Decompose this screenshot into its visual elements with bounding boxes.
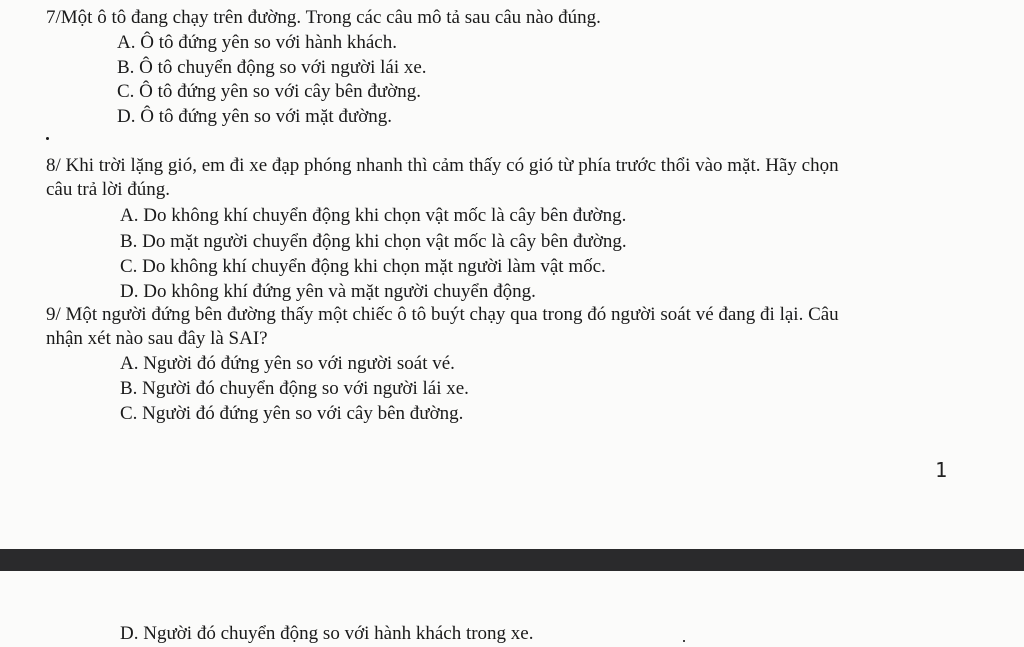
question-7-option-a: A. Ô tô đứng yên so với hành khách. bbox=[117, 32, 397, 53]
question-9-option-d: D. Người đó chuyển động so với hành khách trong xe. bbox=[120, 623, 534, 644]
question-9-stem-line-1: 9/ Một người đứng bên đường thấy một chiếc ô tô buýt chạy qua trong đó người soát vé đang đi lại. Câu bbox=[46, 304, 839, 325]
separator-dot bbox=[46, 137, 49, 140]
question-9-stem-line-2: nhận xét nào sau đây là SAI? bbox=[46, 328, 268, 349]
question-8-stem-line-2: câu trả lời đúng. bbox=[46, 179, 171, 200]
question-8-option-a: A. Do không khí chuyển động khi chọn vật mốc là cây bên đường. bbox=[120, 205, 627, 226]
question-7-option-c: C. Ô tô đứng yên so với cây bên đường. bbox=[117, 81, 422, 102]
question-9-option-a: A. Người đó đứng yên so với người soát vé. bbox=[120, 353, 455, 374]
document-page-2 bbox=[0, 571, 1024, 647]
page-number: 1 bbox=[935, 458, 948, 482]
question-8-stem-line-1: 8/ Khi trời lặng gió, em đi xe đạp phóng nhanh thì cảm thấy có gió từ phía trước thổi vào mặt. Hãy chọn bbox=[46, 155, 839, 176]
question-7-option-b: B. Ô tô chuyển động so với người lái xe. bbox=[117, 57, 427, 78]
question-7-stem: 7/Một ô tô đang chạy trên đường. Trong các câu mô tả sau câu nào đúng. bbox=[46, 7, 601, 28]
question-7-option-d: D. Ô tô đứng yên so với mặt đường. bbox=[117, 106, 393, 127]
question-8-option-c: C. Do không khí chuyển động khi chọn mặt người làm vật mốc. bbox=[120, 256, 606, 277]
page-break-band bbox=[0, 549, 1024, 571]
question-9-option-c: C. Người đó đứng yên so với cây bên đường. bbox=[120, 403, 464, 424]
question-8-option-b: B. Do mặt người chuyển động khi chọn vật mốc là cây bên đường. bbox=[120, 231, 627, 252]
question-8-option-d: D. Do không khí đứng yên và mặt người chuyển động. bbox=[120, 281, 536, 302]
stray-mark bbox=[683, 640, 685, 642]
question-9-option-b: B. Người đó chuyển động so với người lái xe. bbox=[120, 378, 469, 399]
